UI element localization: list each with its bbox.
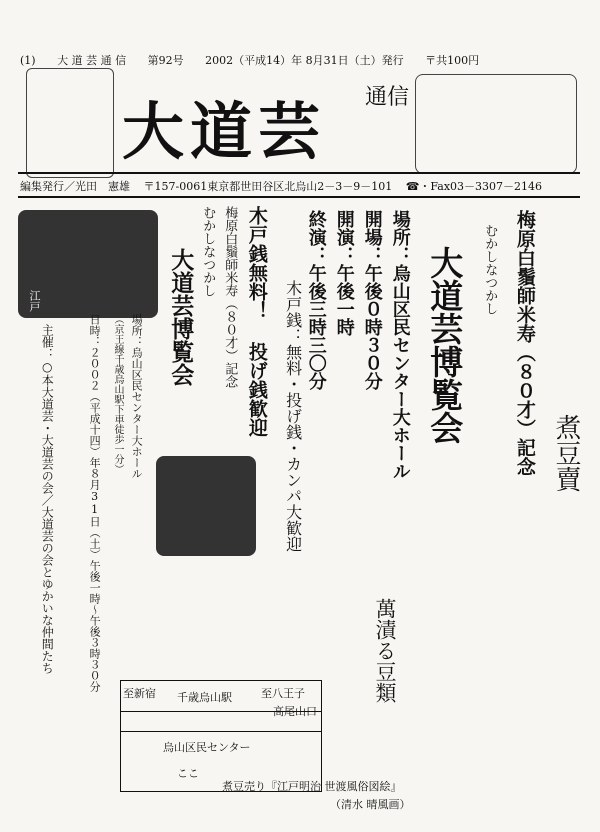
venue-label: 場所： [389, 210, 411, 264]
anniversary-left: 梅原白鬚師米寿（８０才）記念 [222, 206, 238, 388]
price: 〒共100円 [425, 54, 480, 67]
header-line [20, 52, 497, 68]
page-number: (1) [20, 54, 36, 67]
map-to-shinjuku: 至新宿 [123, 687, 156, 700]
publisher: 編集発行／光田 憲雄 [20, 180, 130, 193]
map-to-hachioji: 至八王子 [261, 687, 305, 700]
start-time [334, 210, 354, 336]
anniversary-title: 梅原白鬚師米寿（８０才）記念 [513, 210, 536, 476]
end-time [306, 210, 326, 390]
expo-title-right: 大道芸博覧会 [425, 246, 465, 444]
fee-label: 木戸銭： [283, 280, 303, 344]
photo-caption: 江戸 [28, 290, 41, 312]
organizer-left: 主催：○本大道芸・大道芸の会／大道芸の会とゆかいな仲間たち [40, 324, 55, 674]
map [120, 680, 322, 792]
map-station: 千歳烏山駅 [177, 691, 232, 704]
photo-bottom [156, 456, 256, 556]
right-illustration [415, 74, 577, 174]
map-here: ここ [177, 767, 199, 780]
free-admission: 木戸銭無料！ 投げ銭歓迎 [245, 206, 268, 437]
footer-credit: （清水 晴風画） [330, 798, 411, 811]
nostalgic-title: むかしなつかし [482, 224, 498, 315]
masthead: 大道芸 [122, 95, 327, 168]
publisher-line [20, 178, 552, 194]
map-center: 烏山区民センター [163, 741, 251, 754]
admission-fee [284, 280, 302, 552]
header-divider [18, 172, 580, 174]
venue-left: 場所：烏山区民センター大ホール [130, 314, 144, 479]
fee-value: 無料・投げ銭・カンパ大歓迎 [283, 344, 303, 552]
datetime-left: 日時：２００２（平成十四）年８月31日（土）午後一時～午後３時３０分 [88, 314, 102, 692]
open-time [362, 210, 382, 390]
body-divider [18, 196, 580, 198]
open-value: 午後０時３０分 [361, 264, 383, 390]
handwritten-side: 萬漬る豆類 [373, 598, 397, 703]
nostalgic-left: むかしなつかし [200, 206, 216, 297]
issue-date: 2002（平成14）年 8月31日（土）発行 [205, 54, 404, 67]
end-value: 午後三時三〇分 [305, 264, 327, 390]
left-illustration [26, 68, 114, 178]
handwritten-title: 煮豆賣 [551, 414, 581, 492]
publication-name: 大 道 芸 通 信 [57, 54, 127, 67]
address: 〒157-0061東京都世田谷区北烏山2－3－9－101 [143, 180, 393, 193]
venue-value: 烏山区民センター大ホール [389, 264, 411, 480]
expo-title-left: 大道芸博覧会 [167, 248, 195, 386]
start-value: 午後一時 [333, 264, 355, 336]
open-label: 開場： [361, 210, 383, 264]
map-road [121, 731, 321, 732]
footer-caption: 煮豆売り『江戸明治 世渡風俗図絵』 [222, 780, 402, 793]
subtitle: 通信 [365, 85, 410, 110]
end-label: 終演： [305, 210, 327, 264]
map-rail-line [121, 711, 321, 712]
issue-number: 第92号 [147, 54, 184, 67]
map-exit: 高尾山口 [273, 705, 317, 718]
start-label: 開演： [333, 210, 355, 264]
photo-top [18, 210, 158, 318]
access-left: （京王線千歳烏山駅下車徒歩一分） [112, 314, 123, 474]
venue-right [390, 210, 410, 480]
contact: ☎・Fax03－3307－2146 [405, 180, 543, 193]
